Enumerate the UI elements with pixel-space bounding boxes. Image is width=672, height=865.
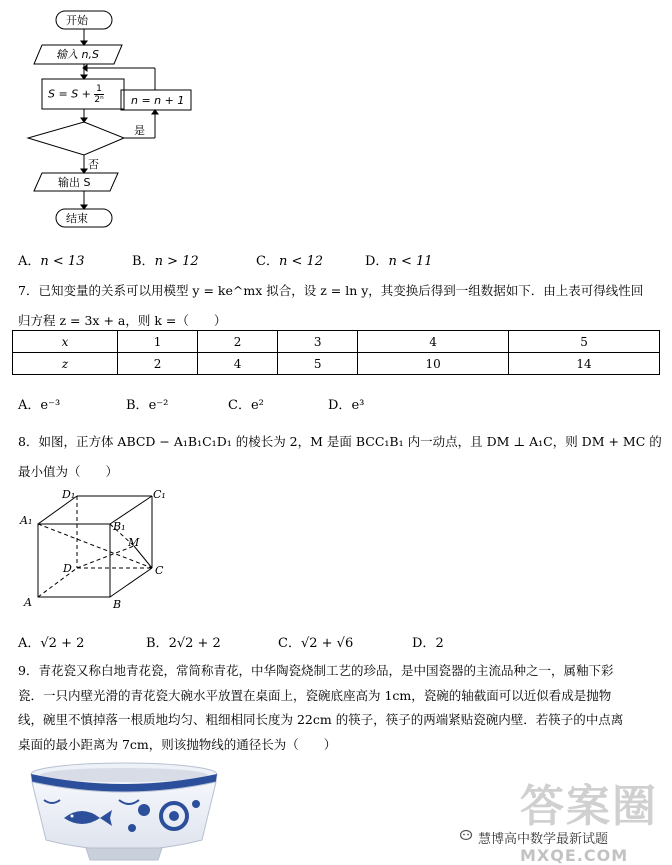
cube-label-m: M xyxy=(128,536,140,549)
cube-label-b: B xyxy=(113,598,122,611)
q8-text-line2: 最小值为（ ） xyxy=(18,464,119,479)
q8-option-a: A．√2 + 2 xyxy=(18,636,85,651)
q6-option-c: C．n < 12 xyxy=(256,254,324,269)
flowchart-increment: n = n + 1 xyxy=(131,94,185,107)
table-row xyxy=(13,331,660,353)
wechat-icon xyxy=(460,829,474,843)
table-cell: 10 xyxy=(358,353,509,375)
flowchart-start: 开始 xyxy=(66,14,88,27)
flowchart-input: 输入 n,S xyxy=(56,48,99,61)
cube-label-a: A xyxy=(24,596,32,609)
cube-label-d: D xyxy=(63,562,72,575)
flowchart-assign-lhs: S = S + xyxy=(48,87,95,101)
q6-option-a: A．n < 13 xyxy=(18,254,85,269)
q9-text-line4: 桌面的最小距离为 7cm，则该抛物线的通径长为（ ） xyxy=(18,737,337,752)
porcelain-bowl-image xyxy=(24,760,224,865)
cube-label-d1: D₁ xyxy=(62,488,76,501)
q8-text-line1: 8．如图，正方体 ABCD − A₁B₁C₁D₁ 的棱长为 2，M 是面 BCC₁B₁ 内一动点，且 DM ⊥ A₁C，则 DM + MC 的 xyxy=(18,434,662,449)
q8-option-d: D．2 xyxy=(412,636,444,651)
q7-text-line1: 7．已知变量的关系可以用模型 y = ke^mx 拟合，设 z = ln y，其变换后得到一组数据如下．由上表可得线性回 xyxy=(18,283,644,298)
q8-option-c: C．√2 + √6 xyxy=(278,636,354,651)
cube-label-c: C xyxy=(155,564,164,577)
cube-diagram xyxy=(14,486,184,616)
table-cell: 14 xyxy=(509,353,660,375)
q6-option-b: B．n > 12 xyxy=(132,254,199,269)
flowchart-assign-num: 1 xyxy=(96,84,102,94)
table-header-z: z xyxy=(13,353,118,375)
q6-option-d: D．n < 11 xyxy=(365,254,433,269)
table-cell: 4 xyxy=(358,331,509,353)
table-header-x: x xyxy=(13,331,118,353)
q8-option-b: B．2√2 + 2 xyxy=(146,636,221,651)
q9-text-line3: 线，碗里不慎掉落一根质地均匀、粗细相同长度为 22cm 的筷子，筷子的两端紧贴瓷碗内壁．若筷子的中点离 xyxy=(18,712,624,727)
watermark-site: MXQE.COM xyxy=(520,846,629,865)
q9-text-line2: 瓷．一只内壁光滑的青花瓷大碗水平放置在桌面上，瓷碗底座高为 1cm，瓷碗的轴截面可以近似看成是抛物 xyxy=(18,688,612,703)
cube-label-c1: C₁ xyxy=(153,488,166,501)
flowchart-end: 结束 xyxy=(66,212,88,225)
flowchart-assign xyxy=(48,84,104,105)
q7-option-b: B．e⁻² xyxy=(126,398,169,413)
table-row xyxy=(13,353,660,375)
flowchart-yes: 是 xyxy=(134,124,145,137)
table-cell: 2 xyxy=(198,331,278,353)
flowchart xyxy=(20,4,210,234)
table-cell: 3 xyxy=(278,331,358,353)
watermark-account: 慧博高中数学最新试题 xyxy=(478,832,609,847)
watermark-big: 答案圈 xyxy=(520,781,658,832)
q7-option-c: C．e² xyxy=(228,398,264,413)
flowchart-no: 否 xyxy=(88,158,99,171)
q9-text-line1: 9．青花瓷又称白地青花瓷，常简称青花，中华陶瓷烧制工艺的珍品，是中国瓷器的主流品种之一，属釉下彩 xyxy=(18,663,614,678)
flowchart-output: 输出 S xyxy=(58,176,91,189)
q7-text-line2: 归方程 z = 3x + a，则 k =（ ） xyxy=(18,313,227,328)
table-cell: 4 xyxy=(198,353,278,375)
q7-option-d: D．e³ xyxy=(328,398,365,413)
table-cell: 5 xyxy=(509,331,660,353)
table-cell: 1 xyxy=(118,331,198,353)
table-cell: 5 xyxy=(278,353,358,375)
table-cell: 2 xyxy=(118,353,198,375)
cube-label-a1: A₁ xyxy=(20,514,33,527)
flowchart-assign-den: 2ⁿ xyxy=(94,95,104,105)
cube-label-b1: B₁ xyxy=(113,520,126,533)
q7-option-a: A．e⁻³ xyxy=(18,398,61,413)
q7-data-table xyxy=(12,330,660,375)
